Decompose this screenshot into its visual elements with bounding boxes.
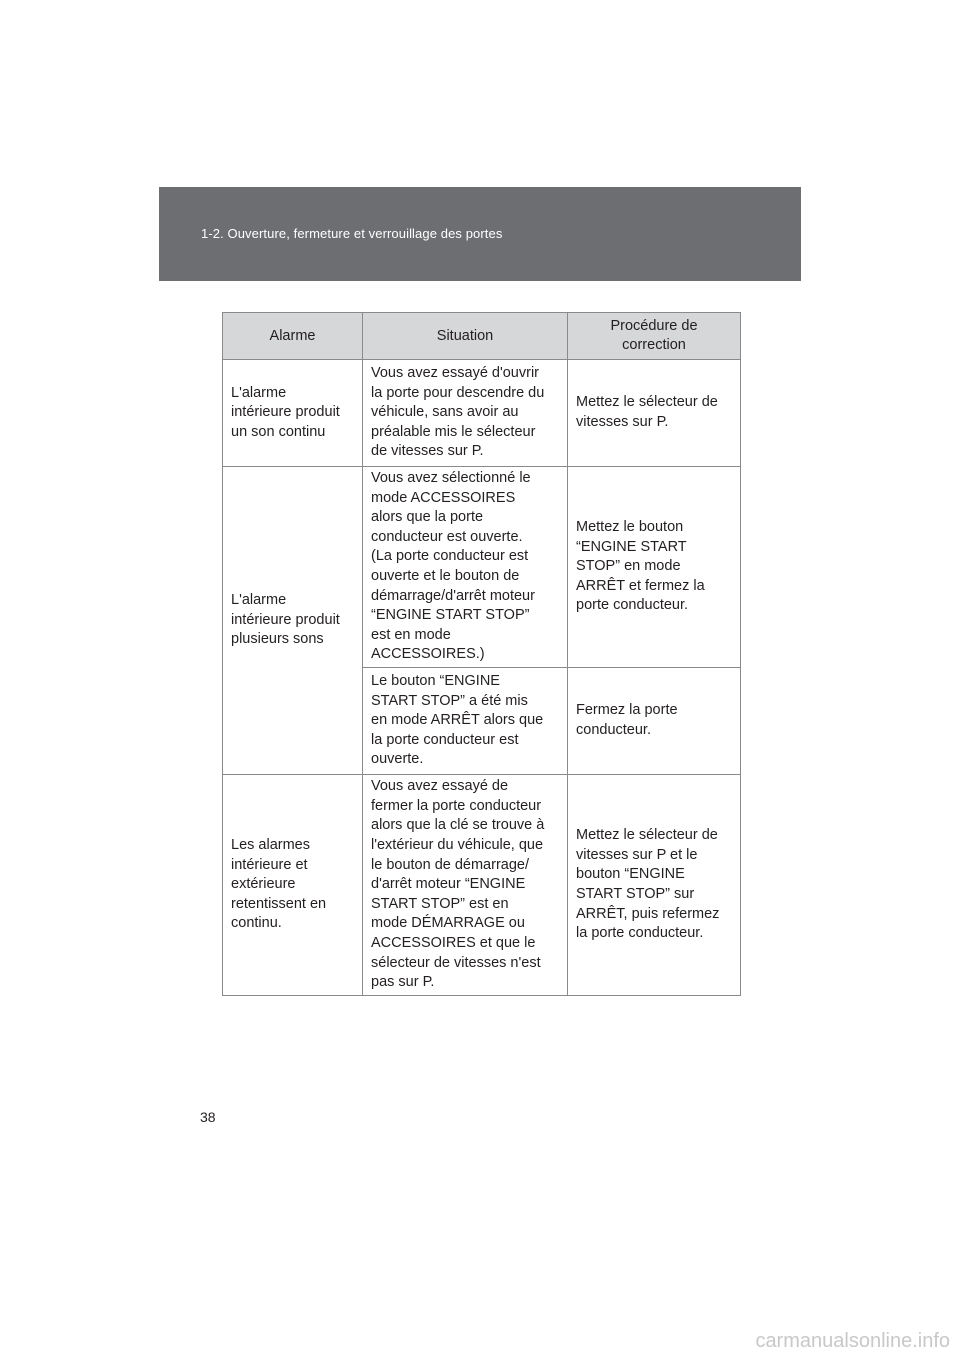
alarm-cell: Les alarmes intérieure et extérieure retentissent en continu.: [223, 775, 363, 996]
section-title: 1-2. Ouverture, fermeture et verrouillage des portes: [201, 226, 503, 241]
alarm-cell: L'alarme intérieure produit plusieurs sons: [223, 467, 363, 775]
procedure-cell: Fermez la porte conducteur.: [568, 668, 741, 775]
table-row: [223, 467, 741, 668]
page-number: 38: [200, 1109, 216, 1125]
column-header-alarm: Alarme: [223, 313, 363, 360]
watermark: carmanualsonline.info: [755, 1330, 950, 1352]
situation-cell: Vous avez sélectionné le mode ACCESSOIRES alors que la porte conducteur est ouverte. (La porte conducteur est ouverte et le bouton de démarrage/d'arrêt moteur “ENGINE START STOP” est en mode ACCESSOIRES.): [363, 467, 568, 668]
table-row: [223, 775, 741, 996]
procedure-cell: Mettez le sélecteur de vitesses sur P.: [568, 360, 741, 467]
situation-cell: Vous avez essayé d'ouvrir la porte pour descendre du véhicule, sans avoir au préalable mis le sélecteur de vitesses sur P.: [363, 360, 568, 467]
table-row: [223, 360, 741, 467]
alarm-cell: L'alarme intérieure produit un son continu: [223, 360, 363, 467]
procedure-cell: Mettez le bouton “ENGINE START STOP” en mode ARRÊT et fermez la porte conducteur.: [568, 467, 741, 668]
column-header-procedure: Procédure de correction: [568, 313, 741, 360]
situation-cell: Vous avez essayé de fermer la porte conducteur alors que la clé se trouve à l'extérieur du véhicule, que le bouton de démarrage/ d'arrêt moteur “ENGINE START STOP” est en mode DÉMARRAGE ou ACCESSOIRES et que le sélecteur de vitesses n'est pas sur P.: [363, 775, 568, 996]
situation-cell: Le bouton “ENGINE START STOP” a été mis en mode ARRÊT alors que la porte conducteur est ouverte.: [363, 668, 568, 775]
alarm-table: [222, 312, 741, 996]
column-header-situation: Situation: [363, 313, 568, 360]
procedure-cell: Mettez le sélecteur de vitesses sur P et le bouton “ENGINE START STOP” sur ARRÊT, puis refermez la porte conducteur.: [568, 775, 741, 996]
table-header-row: [223, 313, 741, 360]
